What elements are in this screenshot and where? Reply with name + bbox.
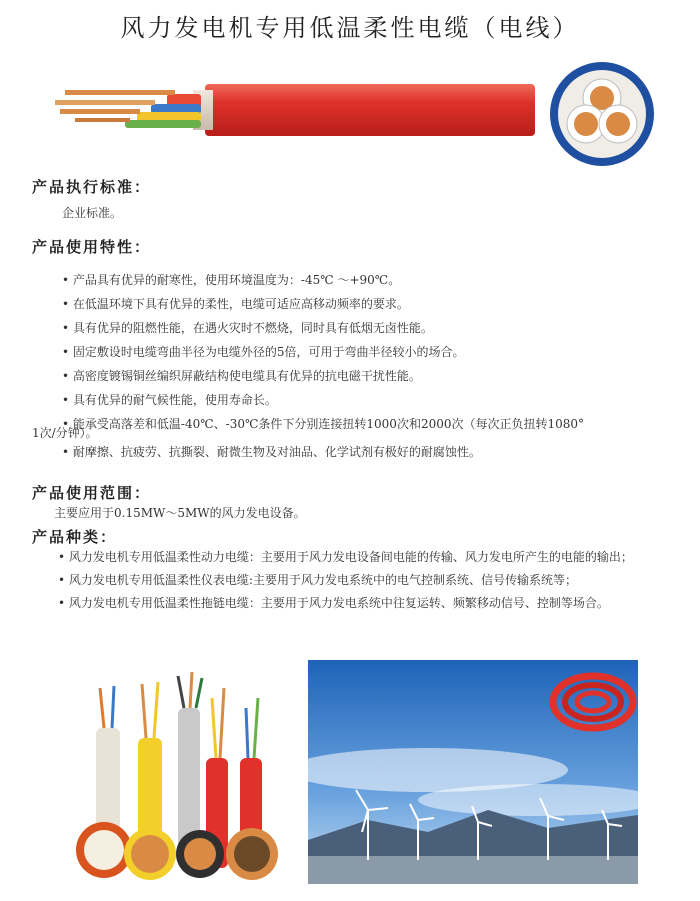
features-list-cont bbox=[62, 440, 481, 464]
feature-item: • 能承受高落差和低温-40℃、-30℃条件下分别连接扭转1000次和2000次（每次正负扭转1080° bbox=[62, 412, 584, 436]
scope-text: 主要应用于0.15MW～5MW的风力发电设备。 bbox=[54, 506, 306, 520]
types-list bbox=[32, 546, 682, 615]
standard-text: 企业标准。 bbox=[62, 206, 123, 220]
feature-item: • 在低温环境下具有优异的柔性，电缆可适应高移动频率的要求。 bbox=[62, 292, 584, 316]
features-heading: 产品使用特性： bbox=[32, 238, 152, 256]
types-heading: 产品种类： bbox=[32, 528, 118, 546]
type-item: • 风力发电机专用低温柔性仪表电缆:主要用于风力发电系统中的电气控制系统、信号传输系统等； bbox=[32, 569, 682, 592]
feature-item: • 耐摩擦、抗疲劳、抗撕裂、耐微生物及对油品、化学试剂有极好的耐腐蚀性。 bbox=[62, 440, 481, 464]
type-item: • 风力发电机专用低温柔性动力电缆：主要用于风力发电设备间电能的传输、风力发电所产生的电能的输出； bbox=[32, 546, 682, 569]
feature-item: • 具有优异的耐气候性能，使用寿命长。 bbox=[62, 388, 584, 412]
feature-item: • 产品具有优异的耐寒性，使用环境温度为：-45℃ ～+90℃。 bbox=[62, 268, 584, 292]
assorted-cables-photo bbox=[60, 668, 292, 886]
feature-item: • 具有优异的阻燃性能，在遇火灾时不燃烧，同时具有低烟无卤性能。 bbox=[62, 316, 584, 340]
scope-heading: 产品使用范围： bbox=[32, 484, 152, 502]
feature-continuation: 1次/分钟）。 bbox=[32, 426, 98, 440]
page-title: 风力发电机专用低温柔性电缆（电线） bbox=[120, 14, 580, 42]
feature-item: • 高密度镀锡铜丝编织屏蔽结构使电缆具有优异的抗电磁干扰性能。 bbox=[62, 364, 584, 388]
wind-turbine-photo bbox=[308, 660, 638, 884]
features-list bbox=[62, 268, 584, 436]
cable-cross-section bbox=[548, 60, 656, 168]
feature-item: • 固定敷设时电缆弯曲半径为电缆外径的5倍，可用于弯曲半径较小的场合。 bbox=[62, 340, 584, 364]
red-cable-illustration bbox=[55, 82, 535, 142]
type-item: • 风力发电机专用低温柔性拖链电缆：主要用于风力发电系统中往复运转、频繁移动信号、控制等场合。 bbox=[32, 592, 682, 615]
standard-heading: 产品执行标准： bbox=[32, 178, 152, 196]
